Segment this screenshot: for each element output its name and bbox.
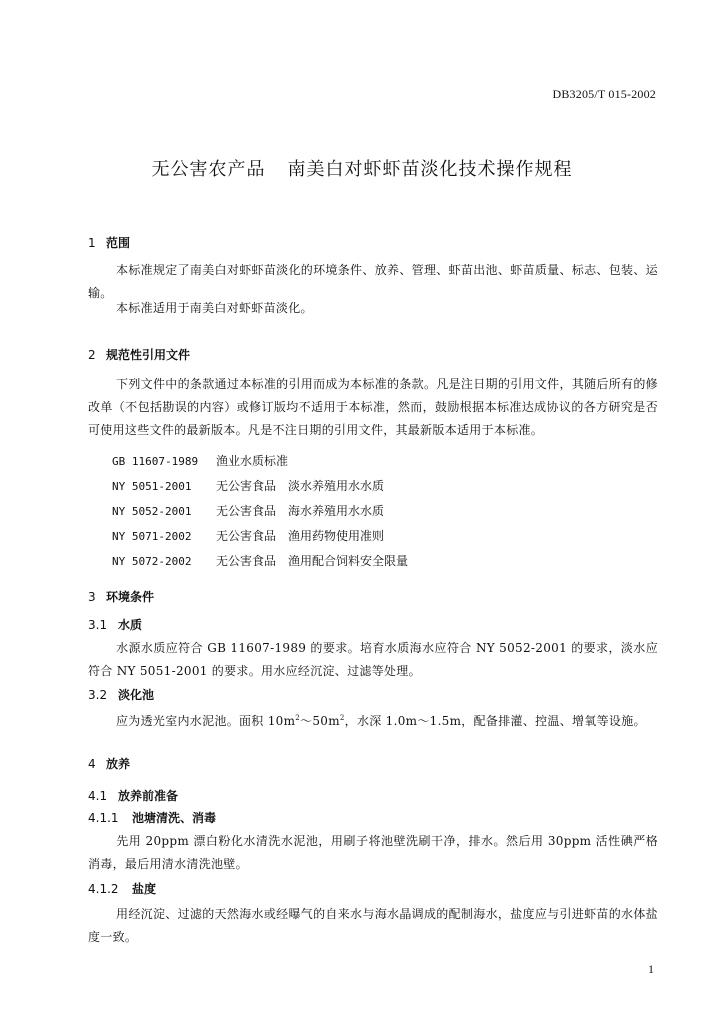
paragraph-text: 水源水质应符合 GB 11607-1989 的要求。培育水质海水应符合 NY 5052-2001 的要求，淡水应符合 NY 5051-2001 的要求。用水应经沉淀、过滤等处理。 [88, 641, 658, 678]
reference-title: 无公害食品 渔用药物使用准则 [216, 529, 385, 543]
section-2-paragraph-1 [88, 373, 658, 442]
reference-code: NY 5051-2001 [112, 480, 192, 493]
section-2-heading [88, 346, 190, 363]
section-title: 规范性引用文件 [106, 348, 191, 362]
subsection-title: 淡化池 [118, 688, 155, 702]
subsection-number: 4.1 [88, 789, 108, 803]
paragraph-text: 先用 20ppm 漂白粉化水清洗水泥池，用刷子将池壁洗刷干净，排水。然后用 30ppm 活性碘严格消毒，最后用清水清洗池壁。 [88, 834, 658, 871]
reference-item [112, 449, 408, 474]
subsection-3-2-text [88, 707, 658, 733]
section-number: 2 [88, 348, 96, 362]
superscript: 2 [339, 714, 345, 722]
subsection-4-1-heading [88, 787, 178, 804]
reference-title: 无公害食品 淡水养殖用水水质 [216, 479, 385, 493]
section-title: 范围 [106, 236, 131, 250]
subsection-4-1-2-text [88, 903, 658, 949]
section-title: 放养 [106, 757, 131, 771]
subsection-4-1-2-heading [88, 880, 156, 897]
section-3-heading [88, 588, 154, 605]
section-number: 1 [88, 236, 96, 250]
document-code: DB3205/T 015-2002 [552, 87, 656, 101]
subsection-3-1-heading [88, 616, 142, 633]
reference-title: 无公害食品 海水养殖用水水质 [216, 504, 385, 518]
subsection-number: 3.1 [88, 618, 108, 632]
reference-item [112, 474, 408, 499]
reference-code: NY 5071-2002 [112, 530, 192, 543]
paragraph-text: ，水深 1.0m～1.5m，配备排灌、控温、增氧等设施。 [344, 714, 646, 728]
paragraph-text: 应为透光室内水泥池。面积 10m [116, 714, 296, 728]
section-number: 4 [88, 757, 96, 771]
section-number: 3 [88, 590, 96, 604]
paragraph-text: 用经沉淀、过滤的天然海水或经曝气的自来水与海水晶调成的配制海水，盐度应与引进虾苗的水体盐度一致。 [88, 907, 658, 944]
subsection-4-1-1-heading [88, 809, 216, 826]
document-title [0, 155, 724, 181]
page-number: 1 [648, 962, 654, 976]
reference-code: NY 5072-2002 [112, 555, 192, 568]
reference-title: 渔业水质标准 [216, 454, 289, 468]
reference-code: NY 5052-2001 [112, 505, 192, 518]
subsection-title: 放养前准备 [118, 789, 179, 803]
subsection-title: 盐度 [132, 882, 157, 896]
title-part-2: 南美白对虾虾苗淡化技术操作规程 [287, 159, 573, 180]
reference-item [112, 524, 408, 549]
reference-item [112, 549, 408, 574]
paragraph-text: 下列文件中的条款通过本标准的引用而成为本标准的条款。凡是注日期的引用文件，其随后所有的修改单（不包括勘误的内容）或修订版均不适用于本标准，然而，鼓励根据本标准达成协议的各方研究是否可使用这些文件的最新版本。凡是不注日期的引用文件，其最新版本适用于本标准。 [88, 377, 658, 437]
superscript: 2 [295, 714, 301, 722]
section-1-paragraph-2 [88, 297, 658, 320]
paragraph-text: 本标准适用于南美白对虾虾苗淡化。 [116, 301, 313, 315]
paragraph-text: ～50m [300, 714, 340, 728]
section-4-heading [88, 755, 130, 772]
title-part-1: 无公害农产品 [151, 159, 266, 180]
section-1-heading [88, 234, 130, 251]
subsection-number: 3.2 [88, 688, 108, 702]
subsection-3-1-text [88, 637, 658, 683]
reference-item [112, 499, 408, 524]
subsection-title: 水质 [118, 618, 143, 632]
reference-code: GB 11607-1989 [112, 455, 199, 468]
reference-list [112, 449, 408, 574]
subsection-number: 4.1.1 [88, 811, 119, 825]
subsection-title: 池塘清洗、消毒 [132, 811, 217, 825]
section-title: 环境条件 [106, 590, 155, 604]
paragraph-text: 本标准规定了南美白对虾虾苗淡化的环境条件、放养、管理、虾苗出池、虾苗质量、标志、包装、运输。 [88, 263, 658, 300]
subsection-number: 4.1.2 [88, 882, 119, 896]
subsection-3-2-heading [88, 686, 154, 703]
subsection-4-1-1-text [88, 830, 658, 876]
reference-title: 无公害食品 渔用配合饲料安全限量 [216, 554, 409, 568]
